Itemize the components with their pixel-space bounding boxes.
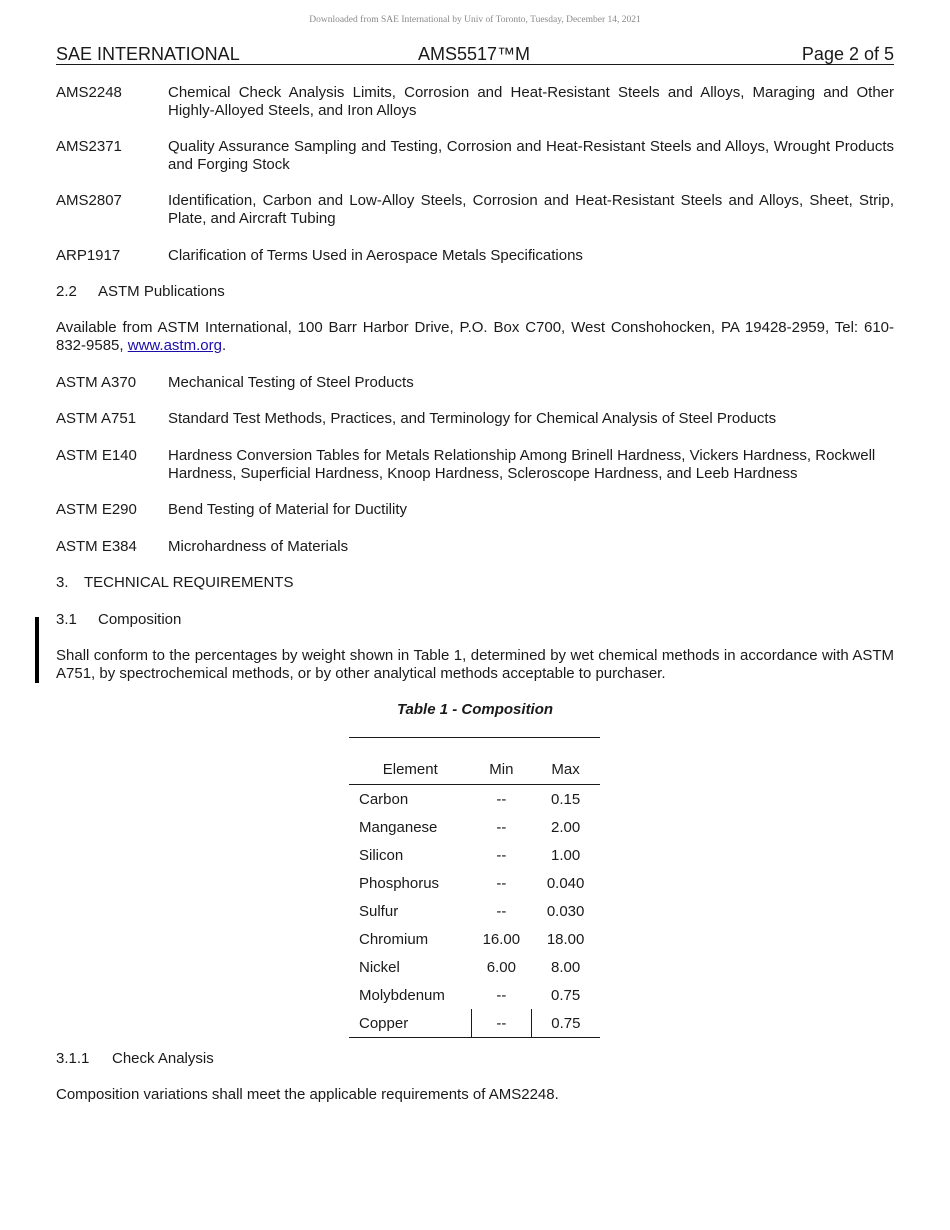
reference-code: AMS2248	[56, 84, 122, 101]
reference-description: Bend Testing of Material for Ductility	[168, 501, 407, 518]
table-row	[349, 953, 600, 981]
max-cell: 0.040	[546, 874, 585, 892]
section-title: Composition	[98, 611, 182, 628]
astm-availability	[56, 319, 894, 355]
min-cell: --	[496, 986, 507, 1004]
revision-change-bar	[35, 617, 39, 683]
reference-description: Clarification of Terms Used in Aerospace Metals Specifications	[168, 247, 583, 264]
reference-code: ASTM E290	[56, 501, 137, 518]
table-row	[349, 841, 600, 869]
min-cell: --	[496, 790, 507, 808]
astm-website-link[interactable]: www.astm.org	[127, 337, 222, 354]
column-header-element: Element	[349, 738, 472, 785]
min-cell: --	[496, 818, 507, 836]
reference-description: Quality Assurance Sampling and Testing, Corrosion and Heat-Resistant Steels and Alloys, Wrought Products and Forging Stock	[168, 138, 894, 173]
min-cell: 16.00	[482, 930, 521, 948]
reference-description: Standard Test Methods, Practices, and Terminology for Chemical Analysis of Steel Products	[168, 410, 777, 427]
table-row	[349, 1009, 600, 1038]
reference-code: AMS2807	[56, 192, 122, 209]
table-header-row	[349, 738, 600, 785]
reference-code: AMS2371	[56, 138, 122, 155]
table-caption: Table 1 - Composition	[396, 701, 554, 718]
reference-arp1917	[56, 247, 894, 265]
element-cell: Nickel	[359, 958, 400, 976]
section-heading-3-1	[56, 611, 894, 629]
element-cell: Manganese	[359, 818, 438, 836]
max-cell: 0.030	[546, 902, 585, 920]
header-document-id: AMS5517™M	[418, 44, 531, 64]
reference-ams2807	[56, 192, 894, 228]
element-cell: Carbon	[359, 790, 409, 808]
table-row	[349, 981, 600, 1009]
availability-text: Available from ASTM International, 100 Barr Harbor Drive, P.O. Box C700, West Conshohocken, PA 19428-2959, Tel: 610-832-9585,	[56, 319, 894, 354]
element-cell: Silicon	[359, 846, 404, 864]
max-cell: 1.00	[550, 846, 581, 864]
max-cell: 18.00	[546, 930, 585, 948]
reference-code: ARP1917	[56, 247, 121, 264]
max-cell: 8.00	[550, 958, 581, 976]
reference-ams2371	[56, 138, 894, 174]
reference-description: Microhardness of Materials	[168, 538, 349, 555]
reference-astm-a370	[56, 374, 894, 392]
element-cell: Phosphorus	[359, 874, 440, 892]
section-title: ASTM Publications	[98, 283, 225, 300]
reference-astm-e140	[56, 447, 894, 483]
section-title: TECHNICAL REQUIREMENTS	[84, 574, 294, 591]
availability-trailing: .	[221, 337, 227, 354]
section-heading-2-2	[56, 283, 894, 301]
page-header	[56, 44, 894, 65]
column-header-max: Max	[531, 738, 600, 785]
reference-description: Mechanical Testing of Steel Products	[168, 374, 414, 391]
min-cell: --	[496, 846, 507, 864]
element-cell: Molybdenum	[359, 986, 445, 1004]
table-row	[349, 869, 600, 897]
section-number: 3.	[56, 574, 69, 591]
table-row	[349, 813, 600, 841]
element-cell: Chromium	[359, 930, 429, 948]
download-watermark: Downloaded from SAE International by Univ of Toronto, Tuesday, December 14, 2021	[309, 15, 641, 25]
section-heading-3	[56, 574, 894, 592]
header-page-number: Page 2 of 5	[801, 44, 894, 64]
reference-code: ASTM E140	[56, 447, 137, 464]
section-heading-3-1-1	[56, 1050, 894, 1068]
header-organization: SAE INTERNATIONAL	[56, 44, 240, 64]
max-cell: 0.15	[550, 790, 581, 808]
table-row	[349, 897, 600, 925]
column-header-min: Min	[472, 738, 532, 785]
reference-code: ASTM A370	[56, 374, 137, 391]
reference-astm-e290	[56, 501, 894, 519]
section-number: 2.2	[56, 283, 77, 300]
table-row	[349, 925, 600, 953]
table-row	[349, 785, 600, 814]
min-cell: --	[496, 902, 507, 920]
min-cell: --	[472, 1009, 532, 1038]
check-analysis-paragraph: Composition variations shall meet the applicable requirements of AMS2248.	[56, 1086, 559, 1103]
min-cell: --	[496, 874, 507, 892]
section-title: Check Analysis	[112, 1050, 214, 1067]
element-cell: Copper	[349, 1009, 472, 1038]
composition-table	[349, 737, 600, 1038]
reference-description: Identification, Carbon and Low-Alloy Steels, Corrosion and Heat-Resistant Steels and Alloys, Sheet, Strip, Plate, and Aircraft Tubing	[168, 192, 894, 227]
min-cell: 6.00	[486, 958, 516, 976]
reference-astm-e384	[56, 538, 894, 556]
reference-code: ASTM E384	[56, 538, 137, 555]
reference-astm-a751	[56, 410, 894, 428]
max-cell: 0.75	[531, 1009, 600, 1038]
section-number: 3.1	[56, 611, 77, 628]
reference-ams2248	[56, 84, 894, 120]
section-number: 3.1.1	[56, 1050, 90, 1067]
reference-code: ASTM A751	[56, 410, 137, 427]
max-cell: 0.75	[550, 986, 581, 1004]
element-cell: Sulfur	[359, 902, 399, 920]
composition-paragraph: Shall conform to the percentages by weight shown in Table 1, determined by wet chemical methods in accordance with ASTM A751, by spectrochemical methods, or by other analytical methods acceptable to purchaser.	[56, 647, 894, 682]
reference-description: Hardness Conversion Tables for Metals Relationship Among Brinell Hardness, Vickers Hardness, Rockwell Hardness, Superficial Hardness, Knoop Hardness, Scleroscope Hardness, and Leeb Hardness	[168, 447, 876, 482]
max-cell: 2.00	[550, 818, 581, 836]
reference-description: Chemical Check Analysis Limits, Corrosion and Heat-Resistant Steels and Alloys, Maraging and Other Highly-Alloyed Steels, and Iron Alloys	[168, 84, 894, 119]
